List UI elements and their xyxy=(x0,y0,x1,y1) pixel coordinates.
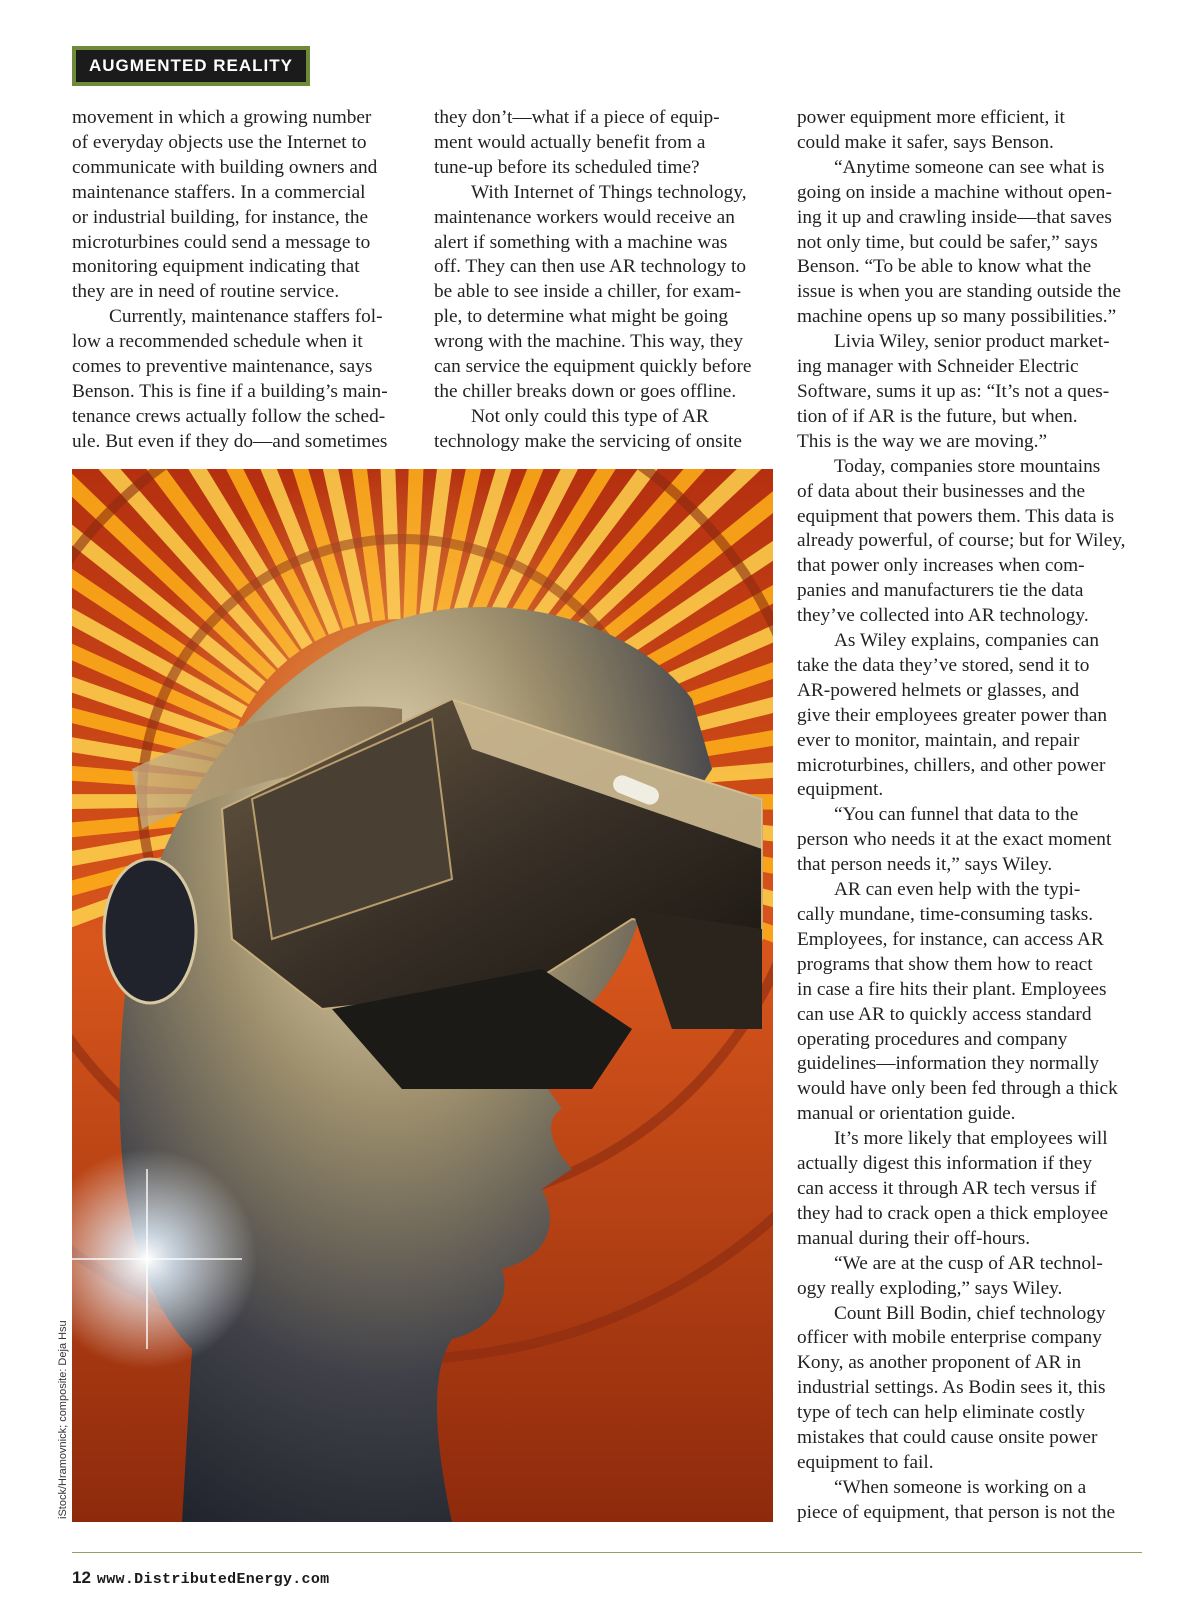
text-line: wrong with the machine. This way, they xyxy=(434,331,743,353)
text-line: ment would actually benefit from a xyxy=(434,131,706,153)
text-line: Not only could this type of AR xyxy=(471,405,709,427)
text-line: mistakes that could cause onsite power xyxy=(797,1427,1098,1449)
text-line: can use AR to quickly access standard xyxy=(797,1003,1092,1025)
text-line: that power only increases when com- xyxy=(797,555,1085,577)
text-line: machine opens up so many possibilities.” xyxy=(797,306,1117,328)
ear xyxy=(104,859,196,1003)
text-line: already powerful, of course; but for Wiley, xyxy=(797,530,1126,552)
text-line: Software, sums it up as: “It’s not a ques- xyxy=(797,380,1110,402)
text-line: they are in need of routine service. xyxy=(72,281,340,303)
text-line: officer with mobile enterprise company xyxy=(797,1327,1102,1349)
page-number: 12 xyxy=(72,1568,91,1587)
text-line: This is the way we are moving.” xyxy=(797,430,1048,452)
text-column-2 xyxy=(434,106,774,455)
text-line: can service the equipment quickly before xyxy=(434,356,752,378)
text-line: power equipment more efficient, it xyxy=(797,107,1065,128)
text-line: be able to see inside a chiller, for exam- xyxy=(434,281,742,303)
text-line: equipment. xyxy=(797,779,884,801)
text-line: equipment that powers them. This data is xyxy=(797,505,1115,527)
text-line: operating procedures and company xyxy=(797,1028,1068,1050)
text-line: they had to crack open a thick employee xyxy=(797,1202,1109,1224)
text-line: give their employees greater power than xyxy=(797,704,1107,726)
text-line: microturbines, chillers, and other power xyxy=(797,754,1106,776)
text-line: communicate with building owners and xyxy=(72,156,378,178)
text-line: tenance crews actually follow the sched- xyxy=(72,405,386,427)
text-line: “We are at the cusp of AR technol- xyxy=(834,1252,1103,1274)
text-line: piece of equipment, that person is not the xyxy=(797,1501,1116,1523)
text-line: “You can funnel that data to the xyxy=(834,804,1079,826)
text-line: programs that show them how to react xyxy=(797,953,1093,975)
text-line: comes to preventive maintenance, says xyxy=(72,356,373,378)
text-line: Today, companies store mountains xyxy=(834,455,1101,477)
text-line: maintenance workers would receive an xyxy=(434,206,735,228)
text-column-1 xyxy=(72,106,412,455)
text-line: ple, to determine what might be going xyxy=(434,306,728,328)
text-line: can access it through AR tech versus if xyxy=(797,1177,1097,1199)
text-line: “Anytime someone can see what is xyxy=(834,156,1105,178)
text-line: microturbines could send a message to xyxy=(72,231,371,253)
section-tag: AUGMENTED REALITY xyxy=(72,46,310,86)
text-line: manual or orientation guide. xyxy=(797,1103,1016,1125)
photo-credit: iStock/Hramovnick; composite: Deja Hsu xyxy=(57,1320,69,1519)
text-line: panies and manufacturers tie the data xyxy=(797,580,1084,602)
text-line: alert if something with a machine was xyxy=(434,231,728,253)
text-line: guidelines—information they normally xyxy=(797,1053,1100,1075)
text-line: “When someone is working on a xyxy=(834,1476,1087,1498)
text-line: monitoring equipment indicating that xyxy=(72,256,360,278)
text-line: they don’t—what if a piece of equip- xyxy=(434,107,720,128)
ar-headset-illustration xyxy=(72,469,773,1522)
text-line: With Internet of Things technology, xyxy=(471,181,747,203)
text-line: could make it safer, says Benson. xyxy=(797,131,1054,153)
text-line: off. They can then use AR technology to xyxy=(434,256,747,278)
text-line: going on inside a machine without open- xyxy=(797,181,1112,203)
text-line: would have only been fed through a thick xyxy=(797,1078,1118,1100)
text-line: take the data they’ve stored, send it to xyxy=(797,654,1090,676)
text-line: not only time, but could be safer,” says xyxy=(797,231,1098,253)
text-line: manual during their off-hours. xyxy=(797,1227,1031,1249)
text-line: Count Bill Bodin, chief technology xyxy=(834,1302,1106,1324)
text-line: ever to monitor, maintain, and repair xyxy=(797,729,1080,751)
text-line: As Wiley explains, companies can xyxy=(834,630,1099,652)
text-line: low a recommended schedule when it xyxy=(72,331,363,353)
text-line: or industrial building, for instance, the xyxy=(72,206,369,228)
text-line: person who needs it at the exact moment xyxy=(797,829,1112,851)
text-line: tune-up before its scheduled time? xyxy=(434,156,700,178)
text-line: AR can even help with the typi- xyxy=(834,879,1081,901)
text-line: cally mundane, time-consuming tasks. xyxy=(797,904,1094,925)
text-line: the chiller breaks down or goes offline. xyxy=(434,380,737,402)
text-line: technology make the servicing of onsite xyxy=(434,430,742,452)
text-line: ing it up and crawling inside—that saves xyxy=(797,206,1112,228)
text-line: Livia Wiley, senior product market- xyxy=(834,331,1110,353)
text-line: industrial settings. As Bodin sees it, this xyxy=(797,1377,1106,1399)
text-line: ule. But even if they do—and sometimes xyxy=(72,430,388,452)
text-line: issue is when you are standing outside the xyxy=(797,281,1121,303)
text-line: AR-powered helmets or glasses, and xyxy=(797,679,1080,701)
text-line: ing manager with Schneider Electric xyxy=(797,356,1079,378)
text-line: Currently, maintenance staffers fol- xyxy=(109,306,383,328)
text-line: that person needs it,” says Wiley. xyxy=(797,854,1053,876)
text-line: type of tech can help eliminate costly xyxy=(797,1402,1086,1424)
text-line: actually digest this information if they xyxy=(797,1153,1093,1175)
footer-rule xyxy=(72,1552,1142,1553)
text-line: they’ve collected into AR technology. xyxy=(797,605,1089,627)
text-line: of data about their businesses and the xyxy=(797,480,1086,502)
text-line: It’s more likely that employees will xyxy=(834,1128,1108,1150)
text-line: Benson. “To be able to know what the xyxy=(797,256,1092,278)
text-column-3 xyxy=(797,106,1142,1526)
text-line: movement in which a growing number xyxy=(72,107,372,128)
text-line: Benson. This is fine if a building’s main- xyxy=(72,380,388,402)
text-line: in case a fire hits their plant. Employees xyxy=(797,978,1107,1000)
website-url[interactable]: www.DistributedEnergy.com xyxy=(96,1571,330,1588)
page-footer xyxy=(72,1568,329,1588)
text-line: ogy really exploding,” says Wiley. xyxy=(797,1277,1063,1299)
text-line: of everyday objects use the Internet to xyxy=(72,131,367,153)
text-line: maintenance staffers. In a commercial xyxy=(72,181,366,203)
text-line: Kony, as another proponent of AR in xyxy=(797,1352,1082,1374)
text-line: Employees, for instance, can access AR xyxy=(797,928,1104,950)
text-line: tion of if AR is the future, but when. xyxy=(797,405,1078,427)
text-line: equipment to fail. xyxy=(797,1451,934,1473)
